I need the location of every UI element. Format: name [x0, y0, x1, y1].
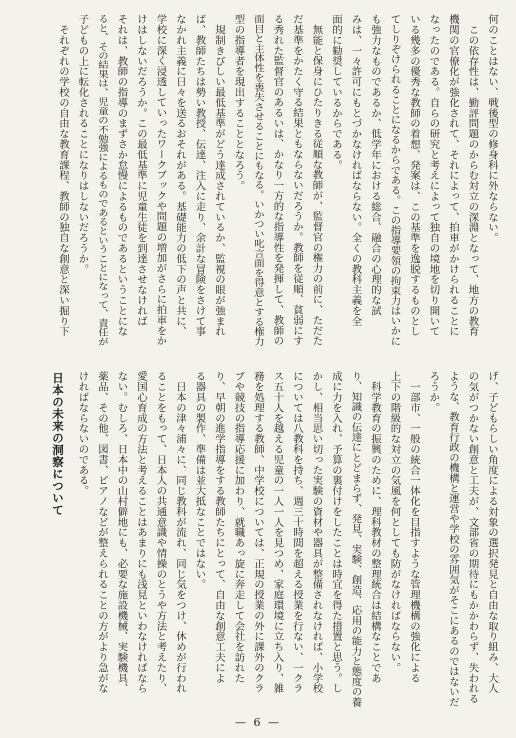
- text-column: 上下の階級的な対立の気風を何としても防がなければならない。: [388, 371, 401, 673]
- text-column: ス五十人を越える児童の一人一人を見つめ、家庭環境に立ち入り、雑: [271, 371, 284, 694]
- text-column: 一部市、一般の統合一体化を目指すような管理機構の強化による: [408, 371, 420, 683]
- text-column: なかれ主義に日々を送るおそれがある。基礎能力の低下の声と共に、: [174, 14, 186, 337]
- text-column: ることをもって、日本人の共通意識や情操のとうや方法と考えたり、: [154, 371, 167, 694]
- text-column: ような、教育行政の機構と運営や学校の雰囲気がそこにあるのではないだ: [447, 371, 459, 707]
- text-column: の気がつかない創意と工夫が、文部省の期待にもかかわらず、失われる: [466, 371, 479, 704]
- text-column: だ基準をかたく守る結果ともならないだろうか。教師を従順、貧弱にす: [291, 14, 303, 346]
- text-column: ければならないのである。: [76, 371, 89, 496]
- text-column: ば、教師たちは勢い教授、伝達、注入に走り、余計な冒険をさけて事: [193, 14, 206, 337]
- text-column: 科学教育の振興のために、理科教材の整理統合は結構なことであ: [369, 371, 381, 683]
- text-column: 学校に深く浸透していったワークブックや問題の増加がさらに拍車をか: [154, 14, 167, 346]
- text-column: 子どもの上に転化されることになりはしないだろうか。: [76, 14, 89, 274]
- text-column: 面的に勧奨しているからである。: [330, 14, 342, 170]
- text-column: 面目と主体性を喪失させることにもなる。いかつい叱言面を得意とする権力: [252, 14, 264, 346]
- text-column: ない。むしろ、日本中の山村僻地にも、必要な施設機械、実験機具、: [115, 371, 128, 694]
- text-column: 規制きびしい最低基準がどう達成されているか、監視の眼が強まれ: [213, 14, 225, 337]
- text-column: については八教科を持ち、週三十時間を超える授業を行ない、一クラ: [291, 371, 303, 694]
- text-column: げ、子どもらしい角度による対象の選択発見と自由な取り組み、大人: [486, 371, 498, 694]
- text-column: も強力なものであるか、低学年における総合、融合の心理的な試: [369, 14, 381, 316]
- text-column: 型の指導者を現出することとなろう。: [232, 14, 245, 191]
- text-column: かし、相当思い切った実験の資材や器具が整備されなければ、小学校: [310, 371, 323, 694]
- text-column: 機関の官僚化が強化されて、それによって、拍車がかけられることに: [447, 14, 459, 337]
- text-column: ろうか。: [427, 371, 440, 413]
- text-column: 務を処理する教師、中学校については、正規の授業の外に課外のクラ: [252, 371, 264, 694]
- text-column: る器具の製作、準備は並大抵なことではない。: [193, 371, 206, 590]
- text-column: 愛国心育成の方法と考えることはあまりにも浅見といわなければなら: [135, 371, 147, 694]
- text-column: ブや競技の指導応援に加わり、就職あっ旋に奔走して会社を訪れた: [232, 371, 245, 683]
- text-column: 無能と保身にひたりきる従順な教師が、監督官の権力の前に、ただた: [310, 14, 323, 346]
- text-column: 何のことはない、戦後型の修身科に外ならない。: [486, 14, 498, 243]
- text-column: みは、一々許可にもとづかなければならない。全くの教科主義を全: [349, 14, 362, 326]
- text-column: てしりぞけられることになるからである。この指導要領の拘束力はいかに: [388, 14, 401, 346]
- text-column: ると、その結果は、児童の不勉強によるものであるということになって、責任が: [96, 14, 108, 346]
- text-column: なったのである。自らの研究と考えによって独自の境地を切り開いて: [427, 14, 440, 337]
- text-column: 日本の津々浦々に、同じ教科が流れ、同じ気をつけ、休めが行われ: [174, 371, 186, 694]
- text-column: それは、教師の指導のまずさか怠慢によるものであるということにな: [115, 14, 128, 337]
- text-block-lower: [0, 371, 516, 707]
- page-number: — 6 —: [235, 716, 281, 729]
- text-column: 薬品、その他、図書、ピアノなどが整えられることの方がより急がな: [96, 371, 108, 694]
- text-column: り、知識の伝達にとどまらず、発見、実験、創造、応用の能力と態度の養: [349, 371, 362, 707]
- text-column: いる幾多の優秀な教師の着想、発案は、この基準を逸脱するものとし: [408, 14, 420, 337]
- text-column: けはしないだろうか。この最低基準に児童生徒を到達させなければ: [135, 14, 147, 326]
- text-column: この依存性は、勤評問題のからむ対立の深淵となって、地方の教育: [466, 14, 479, 337]
- section-heading: 日本の未来の洞察について: [51, 372, 65, 516]
- text-block-upper: [0, 14, 516, 346]
- text-column: り、早朝の進学指導をする教師たちにとって、自由な創意工夫によ: [213, 371, 225, 683]
- text-column: る秀れた監督官のあるいは、かなり一方的な指導性を発揮して、教師の: [271, 14, 284, 346]
- text-column: それぞれの学校の自由な教育課程、教師の独自な創意と深い掘り下: [57, 14, 69, 337]
- text-column: 成に力を入れ、予算の裏付けをしたことは時宜を得た措置と思う。し: [330, 371, 342, 694]
